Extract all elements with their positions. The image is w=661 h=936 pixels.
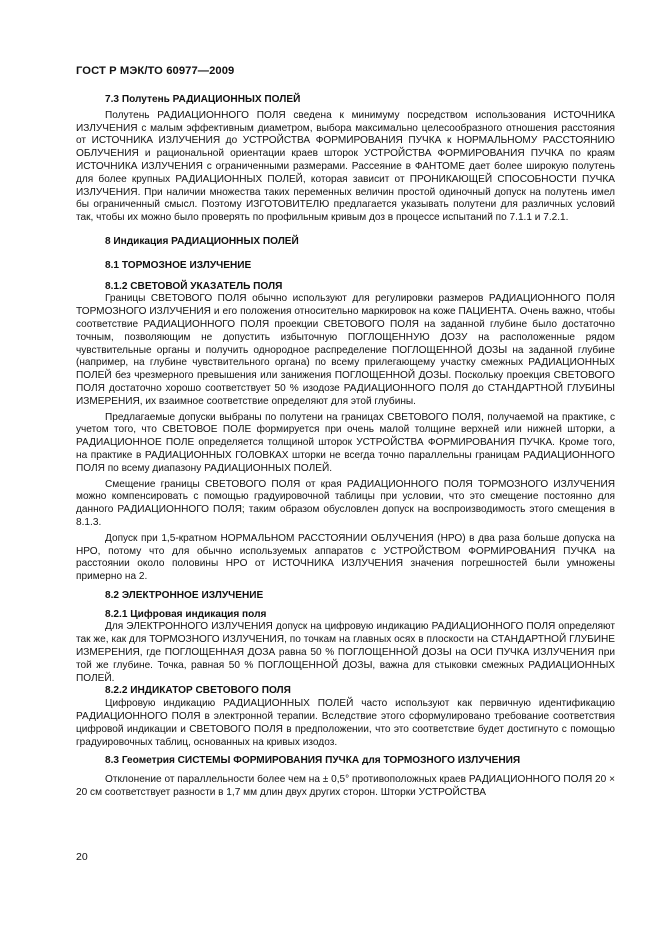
section-heading: 8.1 ТОРМОЗНОЕ ИЗЛУЧЕНИЕ bbox=[105, 259, 252, 271]
section-heading: 8 Индикация РАДИАЦИОННЫХ ПОЛЕЙ bbox=[105, 235, 299, 247]
paragraph: Полутень РАДИАЦИОННОГО ПОЛЯ сведена к минимуму посредством использования ИСТОЧНИКА ИЗЛУЧЕНИЯ с малым эффективным диаметром, выбора максимально целесообразного отношения расстояния от ИСТОЧНИКА ИЗЛУЧЕНИЯ до УСТРОЙСТВА ФОРМИРОВАНИЯ ПУЧКА к НОРМАЛЬНОМУ РАССТОЯНИЮ ОБЛУЧЕНИЯ и рациональной ориентации краев шторок УСТРОЙСТВА ФОРМИРОВАНИЯ ПУЧКА по краям ИСТОЧНИКА ИЗЛУЧЕНИЯ с ограниченными размерами. Рассеяние в ФАНТОМЕ дает более широкую полутень для более крупных РАДИАЦИОННЫХ ПОЛЕЙ, которая зависит от ПРОНИКАЮЩЕЙ СПОСОБНОСТИ ПУЧКА ИЗЛУЧЕНИЯ. При наличии множества таких переменных величин простой одиночный допуск на полутень имел бы ограниченный смысл. Поэтому ИЗГОТОВИТЕЛЮ предлагается указывать полутени для различных условий так, чтобы их можно было проверять по профильным кривым доз в процессе испытаний по 7.1.1 и 7.2.1. bbox=[76, 109, 615, 224]
section-heading: 7.3 Полутень РАДИАЦИОННЫХ ПОЛЕЙ bbox=[105, 94, 301, 105]
paragraph: Цифровую индикацию РАДИАЦИОННЫХ ПОЛЕЙ часто используют как первичную идентификацию РАДИАЦИОННОГО ПОЛЯ в электронной терапии. Вследствие этого сформулировано требование соответствия цифровой индикации и СВЕТОВОГО ПОЛЯ в предположении, что это соответствие будет достигнуто с помощью градуировочных таблиц, основанных на кривых изодоз. bbox=[76, 698, 615, 748]
document-body bbox=[76, 94, 615, 800]
section-heading: 8.3 Геометрия СИСТЕМЫ ФОРМИРОВАНИЯ ПУЧКА для ТОРМОЗНОГО ИЗЛУЧЕНИЯ bbox=[105, 755, 521, 767]
document-header: ГОСТ Р МЭК/ТО 60977—2009 bbox=[76, 65, 235, 77]
section-heading: 8.2.2 ИНДИКАТОР СВЕТОВОГО ПОЛЯ bbox=[105, 685, 291, 697]
paragraph: Смещение границы СВЕТОВОГО ПОЛЯ от края РАДИАЦИОННОГО ПОЛЯ ТОРМОЗНОГО ИЗЛУЧЕНИЯ можно компенсировать с помощью градуировочной таблицы при условии, что это смещение постоянно для данного РАДИАЦИОННОГО ПОЛЯ; таким образом обусловлен допуск на воспроизводимость этого смещения в 8.1.3. bbox=[76, 478, 615, 528]
section-heading: 8.2 ЭЛЕКТРОННОЕ ИЗЛУЧЕНИЕ bbox=[105, 589, 264, 601]
paragraph: Для ЭЛЕКТРОННОГО ИЗЛУЧЕНИЯ допуск на цифровую индикацию РАДИАЦИОННОГО ПОЛЯ определяют так же, как для ТОРМОЗНОГО ИЗЛУЧЕНИЯ, по точкам на главных осях в плоскости на СТАНДАРТНОЙ ГЛУБИНЕ ИЗМЕРЕНИЯ, где ПОГЛОЩЕННАЯ ДОЗА равна 50 % ПОГЛОЩЕННОЙ ДОЗЫ на ОСИ ПУЧКА ИЗЛУЧЕНИЯ при той же глубине. Точка, равная 50 % ПОГЛОЩЕННОЙ ДОЗЫ, важна для стыковки смежных РАДИАЦИОННЫХ ПОЛЕЙ. bbox=[76, 621, 615, 684]
paragraph: Отклонение от параллельности более чем на ± 0,5° противоположных краев РАДИАЦИОННОГО ПОЛЯ 20 × 20 см соответствует разности в 1,7 мм длин двух других сторон. Шторки УСТРОЙСТВА bbox=[76, 774, 615, 799]
paragraph: Допуск при 1,5-кратном НОРМАЛЬНОМ РАССТОЯНИИ ОБЛУЧЕНИЯ (НРО) в два раза больше допуска на НРО, потому что для обычно используемых аппаратов с УСТРОЙСТВОМ ФОРМИРОВАНИЯ ПУЧКА на расстоянии около половины НРО от ИСТОЧНИКА ИЗЛУЧЕНИЯ значения погрешностей были умножены примерно на 2. bbox=[76, 532, 615, 583]
paragraph: Предлагаемые допуски выбраны по полутени на границах СВЕТОВОГО ПОЛЯ, получаемой на практике, с учетом того, что СВЕТОВОЕ ПОЛЕ формируется при очень малой толщине верхней или нижней шторки, а РАДИАЦИОННОЕ ПОЛЕ определяется толщиной шторок УСТРОЙСТВА ФОРМИРОВАНИЯ ПУЧКА. Кроме того, на практике в РАДИАЦИОННЫХ ГОЛОВКАХ шторки не всегда точно параллельны границам РАДИАЦИОННОГО ПОЛЯ по всему диапазону РАДИАЦИОННЫХ ПОЛЕЙ. bbox=[76, 411, 615, 474]
section-heading: 8.2.1 Цифровая индикация поля bbox=[105, 608, 267, 620]
paragraph: Границы СВЕТОВОГО ПОЛЯ обычно используют для регулировки размеров РАДИАЦИОННОГО ПОЛЯ ТОРМОЗНОГО ИЗЛУЧЕНИЯ и его положения относительно маркировок на коже ПАЦИЕНТА. Очень важно, чтобы соответствие РАДИАЦИОННОГО ПОЛЯ проекции СВЕТОВОГО ПОЛЯ на заданной глубине было достаточно точным, позволяющим не допустить избыточную ПОГЛОЩЕННУЮ ДОЗУ на расположенные рядом чувствительные органы и получить однородное распределение ПОГЛОЩЕННОЙ ДОЗЫ на заданной глубине (например, на глубине чувствительного органа) по всему прилегающему участку смежных РАДИАЦИОННЫХ ПОЛЕЙ без чрезмерного превышения или занижения ПОГЛОЩЕННОЙ ДОЗЫ. Поскольку проекция СВЕТОВОГО ПОЛЯ достаточно хорошо соответствует 50 % изодозе РАДИАЦИОННОГО ПОЛЯ до СТАНДАРТНОЙ ГЛУБИНЫ ИЗМЕРЕНИЯ, их взаимное соответствие определяют для этой глубины. bbox=[76, 293, 615, 407]
section-heading: 8.1.2 СВЕТОВОЙ УКАЗАТЕЛЬ ПОЛЯ bbox=[105, 280, 283, 292]
page-number: 20 bbox=[76, 851, 88, 863]
